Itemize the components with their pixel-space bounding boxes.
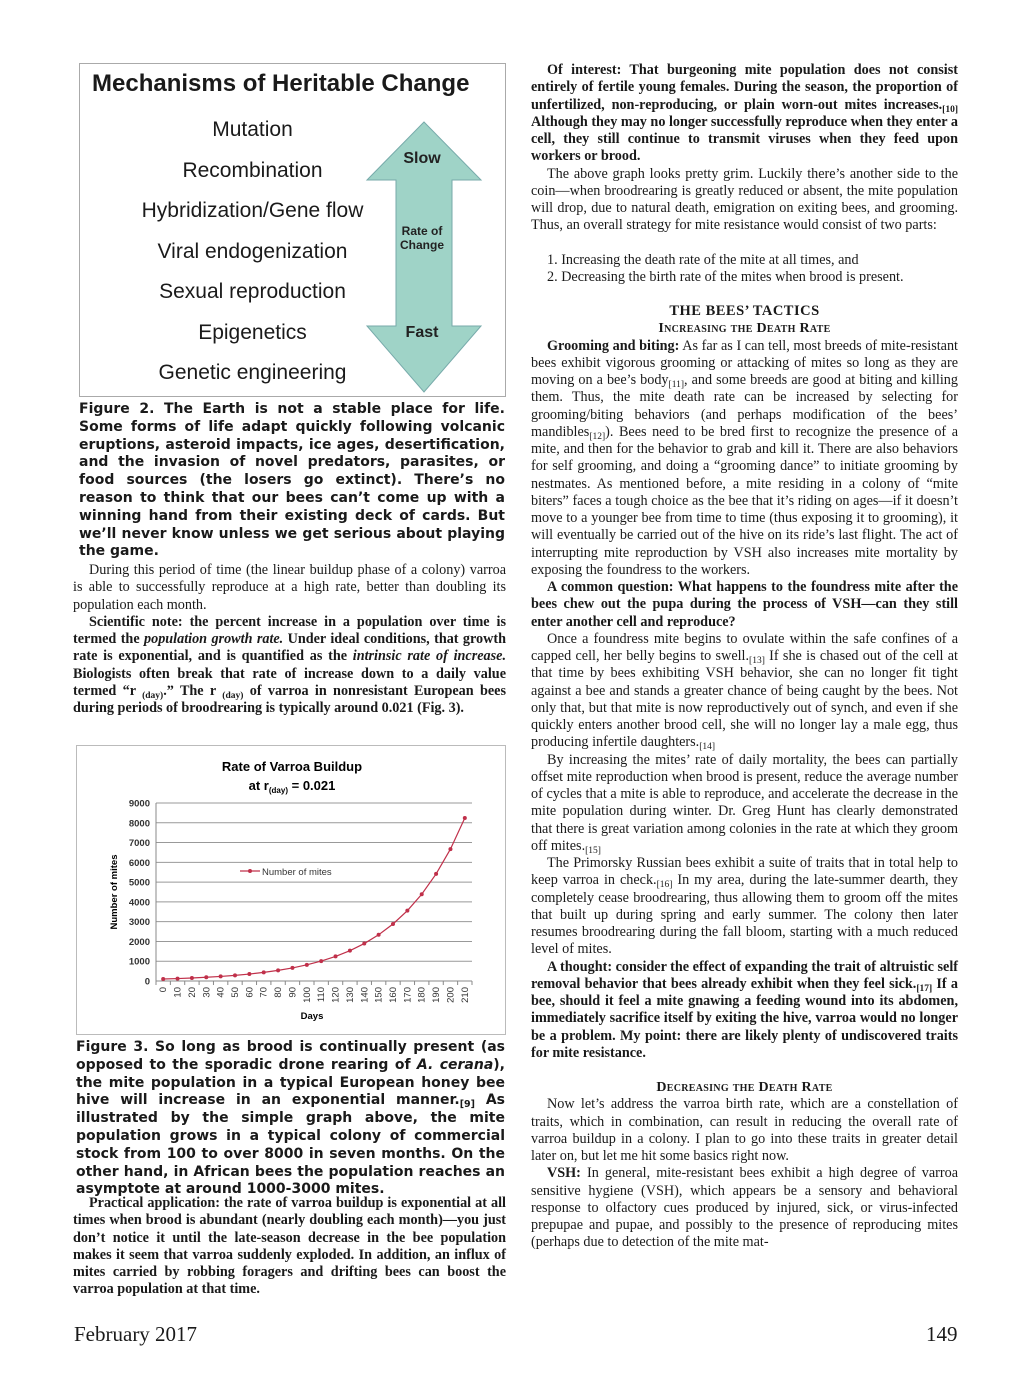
subheading-decreasing-death-rate: Decreasing the Death Rate — [656, 1080, 833, 1095]
text-run: As far as I can tell, most breeds of mite-resistant bees exhibit vigorous grooming or attacking of mites so long as they are moving on a bee’s body — [531, 337, 958, 388]
subtitle-part: at r — [248, 778, 269, 793]
text-run: [14] — [699, 742, 716, 753]
strategy-list-item: 1. Increasing the death rate of the mite at all times, and — [547, 251, 859, 268]
data-point — [463, 816, 467, 820]
paragraph — [531, 1165, 958, 1251]
y-tick-label: 1000 — [128, 956, 150, 968]
x-tick-label: 60 — [244, 987, 256, 998]
paragraph — [531, 579, 958, 631]
x-tick-label: 130 — [344, 987, 356, 1003]
section-heading-tactics: THE BEES’ TACTICS — [669, 303, 820, 319]
y-tick-label: 8000 — [128, 818, 150, 830]
text-run: The above graph looks pretty grim. Luckily there’s another side to the coin—when broodrearing is greatly reduced or absent, the mite population will drop, due to natural death, emigration on exiting bees, and grooming. Thus, an overall strategy for mite resistance would consist of two parts: — [531, 165, 958, 234]
x-tick-label: 120 — [330, 987, 342, 1003]
text-run: VSH: — [547, 1165, 581, 1182]
text-run: Practical application: the rate of varroa buildup is exponential at all times when brood is abundant (nearly doubling each month)—you just don’t notice it until the late-season decrease in the bee population makes it seem that varroa suddenly exploded. In addition, an influx of mites carried by robbing foragers and drifting bees can boost the varroa population at that time. — [73, 1195, 506, 1298]
x-tick-label: 200 — [445, 987, 457, 1003]
figure-2-caption: Figure 2. The Earth is not a stable place for life. Some forms of life adapt quickly following volcanic eruptions, asteroid impacts, ice ages, desertification, and the invasion of novel predators, parasites, or food sources (the losers go extinct). There’s no reason to think that our bees can’t come up with a winning hand from their existing deck of cards. But we’ll never know unless we get serious about playing the game. — [79, 401, 505, 560]
text-run: If she is chased out of the cell at that time by bees exhibiting VSH behavior, she can no longer fit tight against a bee and stands a greater chance of being caught by the bees. Not only that, but that mite is now reproductively out of synch, and even if she quickly enters another brood cell, she will no longer lay a male egg, thus producing infertile daughters. — [531, 648, 958, 751]
data-point — [233, 973, 237, 977]
y-tick-label: 2000 — [128, 936, 150, 948]
data-point — [448, 847, 452, 851]
text-run: .” The r — [163, 682, 223, 699]
x-tick-label: 70 — [258, 987, 270, 998]
text-run: As illustrated by the simple graph above, the mite population grows in a typical colony of commercial stock from 100 to over 8000 in seven months. On the other hand, in African bees the population reaches an asymptote at around 1000-3000 mites. — [76, 1092, 505, 1198]
data-point — [247, 972, 251, 976]
footer-page-number: 149 — [926, 1322, 958, 1346]
mechanism-label: Hybridization/Gene flow — [141, 199, 364, 222]
x-tick-label: 190 — [431, 987, 443, 1003]
footer-date: February 2017 — [74, 1322, 198, 1346]
text-run: Once a foundress mite begins to ovulate within the safe confines of a capped cell, her belly begins to swell. — [531, 630, 958, 664]
data-point — [262, 970, 266, 974]
right-text-block-3 — [531, 1096, 958, 1251]
y-tick-label: 7000 — [128, 838, 150, 850]
text-run: of varroa in nonresistant European bees during periods of broodrearing is typically around 0.021 (Fig. 3). — [73, 682, 506, 716]
subtitle-part: (day) — [268, 786, 288, 795]
paragraph — [73, 562, 506, 614]
y-tick-label: 9000 — [128, 798, 150, 810]
mechanism-label: Mutation — [212, 118, 293, 141]
text-run: Figure 3. So long as brood is continually present (as opposed to the sporadic drone rearing of — [76, 1039, 505, 1073]
mechanism-label: Viral endogenization — [157, 239, 348, 263]
subtitle-part: = 0.021 — [288, 778, 336, 793]
x-tick-label: 40 — [215, 987, 227, 998]
x-tick-label: 20 — [186, 987, 198, 998]
paragraph — [531, 959, 958, 1063]
x-tick-label: 80 — [273, 987, 285, 998]
chart-subtitle — [249, 778, 336, 795]
data-point — [190, 976, 194, 980]
text-run: , and some breeds are good at biting and killing them. Thus, the mite death rate can be increased by selecting for grooming/biting behaviors (and perhaps modification of the bees’ mandibles — [531, 372, 958, 440]
y-tick-label: 0 — [144, 976, 150, 988]
text-run: [13] — [749, 656, 765, 666]
legend-label: Number of mites — [262, 867, 332, 878]
text-run: Although they may no longer successfully reproduce when they enter a cell, they still continue to transmit viruses when they feed upon workers or brood. — [531, 113, 958, 165]
y-tick-label: 6000 — [128, 857, 150, 869]
data-point — [219, 974, 223, 978]
paragraph — [531, 1096, 958, 1165]
text-run: [16] — [656, 880, 673, 891]
figure-2-image — [79, 63, 506, 397]
y-tick-label: 3000 — [128, 917, 150, 929]
x-tick-label: 110 — [316, 987, 328, 1003]
paragraph — [531, 631, 958, 752]
x-axis-label: Days — [300, 1011, 324, 1022]
x-tick-label: 160 — [388, 987, 399, 1003]
text-run: (day) — [142, 690, 164, 701]
mechanism-label: Genetic engineering — [158, 361, 347, 384]
paragraph — [531, 62, 958, 166]
arrow-label-rate: Rate of Change — [399, 224, 444, 252]
text-run: Grooming and biting: — [547, 337, 680, 354]
text-run: (day) — [222, 690, 244, 701]
data-point — [204, 975, 208, 979]
paragraph — [73, 1195, 506, 1299]
right-text-block-1 — [531, 62, 958, 235]
data-point — [334, 954, 338, 958]
text-run: ). Bees need to be bred first to recognize the presence of a mite, and then for the behavior to grab and kill it. There are also behaviors for self grooming, and doing a “grooming dance” to initiate grooming by nestmates. As mentioned before, a mite residing in a colony of “mite biters” faces a tough choice as the bee that it’s riding on ages—if it doesn’t move to a younger bee from time to time (thus exposing it to grooming), it will eventually be carried out of the hive on its ride’s last flight. The act of interrupting mite reproduction by VSH also increases mite mortality by exposing the foundress to the workers. — [531, 423, 958, 578]
arrow-label-slow: Slow — [403, 150, 441, 167]
data-point — [362, 942, 366, 946]
chart-title: Rate of Varroa Buildup — [221, 759, 363, 774]
text-run: Of interest: That burgeoning mite population does not consist entirely of fertile young females. During the season, the proportion of unfertilized, non-reproducing, or plain worn-out mites increases. — [531, 62, 958, 113]
x-tick-label: 90 — [287, 987, 299, 998]
data-point — [377, 933, 381, 937]
data-point — [161, 977, 165, 981]
text-run: [15] — [585, 845, 601, 856]
mechanism-label: Sexual reproduction — [159, 280, 346, 303]
paragraph — [531, 166, 958, 235]
text-run: intrinsic rate of increase. — [352, 648, 506, 665]
x-tick-label: 10 — [172, 987, 184, 998]
data-point — [290, 966, 294, 970]
text-run: A thought: consider the effect of expanding the trait of altruistic self removal behavior that bees already exhibit when they feel sick. — [531, 958, 958, 992]
text-run: If a bee, should it feel a mite gnawing a feeding wound into its abdomen, immediately sacrifice itself by exiting the hive, varroa would no longer be a problem. My point: there are likely plenty of undiscovered traits for mite resistance. — [531, 975, 958, 1061]
data-point — [305, 963, 309, 967]
x-tick-label: 100 — [301, 987, 313, 1003]
y-axis-label: Number of mites — [109, 854, 120, 930]
x-tick-label: 30 — [201, 987, 213, 998]
subheading-increasing-death-rate: Increasing the Death Rate — [658, 321, 831, 337]
text-run: [12] — [589, 431, 606, 442]
mechanism-label: Epigenetics — [198, 320, 307, 344]
text-run: By increasing the mites’ rate of daily mortality, the bees can partially offset mite reproduction when brood is present, reduce the average number of cycles that a mite is able to reproduce, and accelerate the decrease in the mite population during winter. Dr. Greg Hunt has clearly demonstrated that there is great variation among colonies in the rate at which they groom off mites. — [531, 751, 958, 854]
data-point — [434, 872, 438, 876]
right-text-block-2 — [531, 338, 958, 1063]
arrow-label-fast: Fast — [405, 324, 439, 341]
text-run: [9] — [459, 1099, 475, 1111]
right-column — [531, 62, 958, 1252]
data-point — [348, 949, 352, 953]
paragraph — [531, 855, 958, 959]
text-run: Under ideal conditions, that growth rate is exponential, and is quantified as the — [73, 631, 506, 665]
text-run: In my area, during the late-summer dearth, they completely cease broodrearing, thus allowing them to groom off the mites that built up during spring and early summer. The colony then later resumes broodrearing during the fall bloom, starting with a much reduced level of mites. — [531, 872, 958, 958]
data-point — [420, 892, 424, 896]
text-run: [11] — [668, 380, 685, 390]
x-tick-label: 140 — [359, 987, 371, 1003]
figure-3-caption — [76, 1039, 505, 1199]
x-tick-label: 150 — [373, 987, 385, 1003]
y-tick-label: 4000 — [128, 897, 150, 909]
text-run: [17] — [916, 983, 933, 994]
left-text-block-1 — [73, 562, 506, 717]
data-point — [176, 977, 180, 981]
text-run: Scientific note: the percent increase in a population over time is termed the — [73, 613, 506, 647]
x-tick-label: 0 — [158, 987, 170, 993]
legend-marker — [248, 869, 252, 873]
paragraph — [531, 338, 958, 580]
mechanism-label: Recombination — [182, 158, 323, 182]
paragraph — [73, 614, 506, 718]
text-run: Now let’s address the varroa birth rate, which are a constellation of traits, which in combination, can result in reducing the overall rate of varroa buildup in a colony. I plan to go into these traits in greater detail later on, but let me hit some basics right now. — [531, 1096, 958, 1164]
left-text-block-2 — [73, 1195, 506, 1299]
text-run: population growth rate. — [144, 631, 284, 647]
x-tick-label: 180 — [416, 987, 428, 1003]
text-run: In general, mite-resistant bees exhibit a high degree of varroa sensitive hygiene (VSH), which appears be a sensory and behavioral response to olfactory cues produced by injured, sick, or virus-infected prepupae and pupae, and possibly to the presence of reproducing mites (perhaps due to detection of the mite mat- — [531, 1165, 958, 1251]
data-point — [276, 968, 280, 972]
x-tick-label: 170 — [402, 987, 414, 1003]
text-run: The Primorsky Russian bees exhibit a suite of traits that in total help to keep varroa in check. — [531, 855, 958, 889]
text-run: ), the mite population in a typical European honey bee hive will increase in an exponential manner. — [76, 1056, 505, 1109]
text-run: [10] — [942, 104, 958, 115]
text-run: Biologists often break that rate of increase down to a daily value termed “r — [73, 665, 506, 699]
text-run: During this period of time (the linear buildup phase of a colony) varroa is able to successfully reproduce at a high rate, better than doubling its population each month. — [73, 562, 506, 613]
varroa-buildup-chart — [76, 745, 506, 1035]
text-run: A. cerana — [416, 1056, 494, 1073]
x-tick-label: 210 — [459, 987, 471, 1003]
figure-2-title: Mechanisms of Heritable Change — [92, 70, 470, 97]
paragraph — [531, 752, 958, 856]
strategy-list-item: 2. Decreasing the birth rate of the mites when brood is present. — [547, 268, 904, 285]
x-tick-label: 50 — [230, 987, 241, 998]
data-point — [405, 909, 409, 913]
y-tick-label: 5000 — [128, 877, 150, 889]
data-point — [319, 959, 323, 963]
data-point — [391, 922, 395, 926]
text-run: A common question: What happens to the foundress mite after the bees chew out the pupa during the process of VSH—can they still enter another cell and reproduce? — [531, 579, 958, 630]
